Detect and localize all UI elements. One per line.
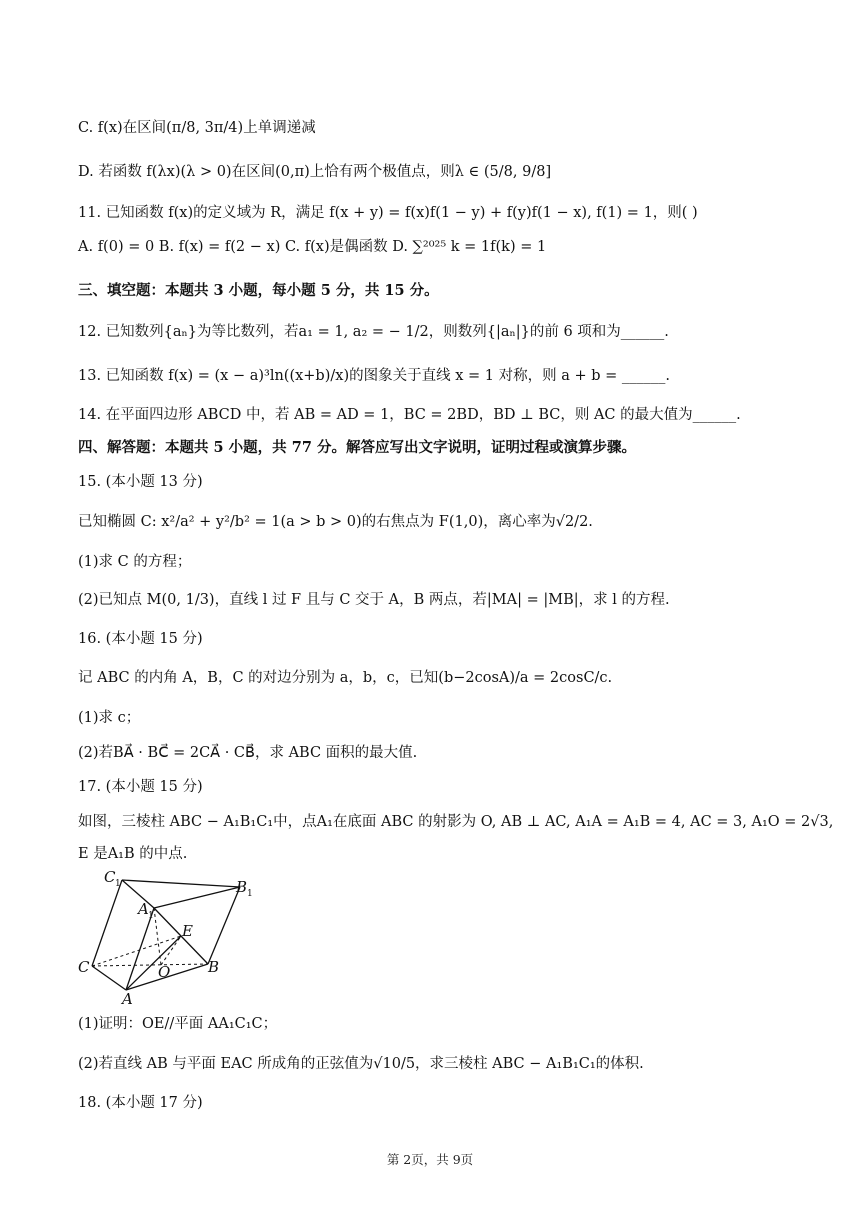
- label-a1: A: [138, 900, 149, 918]
- question-11-options: A. f(0) = 0 B. f(x) = f(2 − x) C. f(x)是偶函数 D. ∑²⁰²⁵ k = 1f(k) = 1: [78, 239, 547, 255]
- question-17-part1: (1)证明：OE//平面 AA₁C₁C；: [78, 1016, 278, 1032]
- question-18-header: 18. (本小题 17 分): [78, 1095, 203, 1111]
- label-c1: C: [104, 868, 116, 886]
- question-16-part1: (1)求 c；: [78, 710, 141, 726]
- question-14: 14. 在平面四边形 ABCD 中，若 AB = AD = 1，BC = 2BD，BD ⊥ BC，则 AC 的最大值为______.: [78, 407, 741, 423]
- question-17-header: 17. (本小题 15 分): [78, 779, 203, 795]
- question-15-header: 15. (本小题 13 分): [78, 474, 203, 490]
- section-3-heading: 三、填空题：本题共 3 小题，每小题 5 分，共 15 分。: [78, 282, 439, 299]
- label-c1-sub: 1: [115, 879, 121, 889]
- label-a1-sub: 1: [148, 911, 154, 921]
- question-11: 11. 已知函数 f(x)的定义域为 R，满足 f(x + y) = f(x)f(1 − y) + f(y)f(1 − x), f(1) = 1，则( ): [78, 205, 698, 221]
- question-15: 已知椭圆 C: x²/a² + y²/b² = 1(a > b > 0)的右焦点为 F(1,0)，离心率为√2/2.: [78, 514, 593, 530]
- question-16-header: 16. (本小题 15 分): [78, 631, 203, 647]
- option-c-q10: C. f(x)在区间(π/8, 3π/4)上单调递减: [78, 120, 316, 136]
- page-footer: 第 2页，共 9页: [386, 1152, 474, 1167]
- question-15-part1: (1)求 C 的方程；: [78, 554, 192, 570]
- label-o: O: [158, 963, 171, 981]
- question-15-part2: (2)已知点 M(0, 1/3)，直线 l 过 F 且与 C 交于 A，B 两点，若|MA| = |MB|，求 l 的方程.: [78, 592, 670, 608]
- section-4-heading: 四、解答题：本题共 5 小题，共 77 分。解答应写出文字说明，证明过程或演算步骤。: [78, 439, 636, 456]
- label-a: A: [122, 990, 133, 1008]
- label-c: C: [78, 958, 90, 976]
- label-b1-sub: 1: [247, 889, 253, 899]
- option-d-q10: D. 若函数 f(λx)(λ > 0)在区间(0,π)上恰有两个极值点，则λ ∈ (5/8, 9/8]: [78, 164, 552, 180]
- prism-figure: [74, 866, 253, 1008]
- question-16-part2: (2)若BA⃗ · BC⃗ = 2CA⃗ · CB⃗，求 ABC 面积的最大值.: [78, 745, 418, 761]
- question-12: 12. 已知数列{aₙ}为等比数列，若a₁ = 1, a₂ = − 1/2，则数列{|aₙ|}的前 6 项和为______.: [78, 324, 669, 340]
- question-17-cont: E 是A₁B 的中点.: [78, 846, 188, 862]
- question-17-part2: (2)若直线 AB 与平面 EAC 所成角的正弦值为√10/5，求三棱柱 ABC − A₁B₁C₁的体积.: [78, 1056, 644, 1072]
- label-b1: B: [236, 878, 248, 896]
- label-b: B: [208, 958, 220, 976]
- question-13: 13. 已知函数 f(x) = (x − a)³ln((x+b)/x)的图象关于直线 x = 1 对称，则 a + b = ______.: [78, 368, 670, 384]
- question-17: 如图，三棱柱 ABC − A₁B₁C₁中，点A₁在底面 ABC 的射影为 O, AB ⊥ AC, A₁A = A₁B = 4, AC = 3, A₁O = 2√3,: [78, 814, 834, 830]
- label-e: E: [182, 922, 193, 940]
- question-16: 记 ABC 的内角 A，B，C 的对边分别为 a，b，c，已知(b−2cosA)/a = 2cosC/c.: [78, 670, 613, 686]
